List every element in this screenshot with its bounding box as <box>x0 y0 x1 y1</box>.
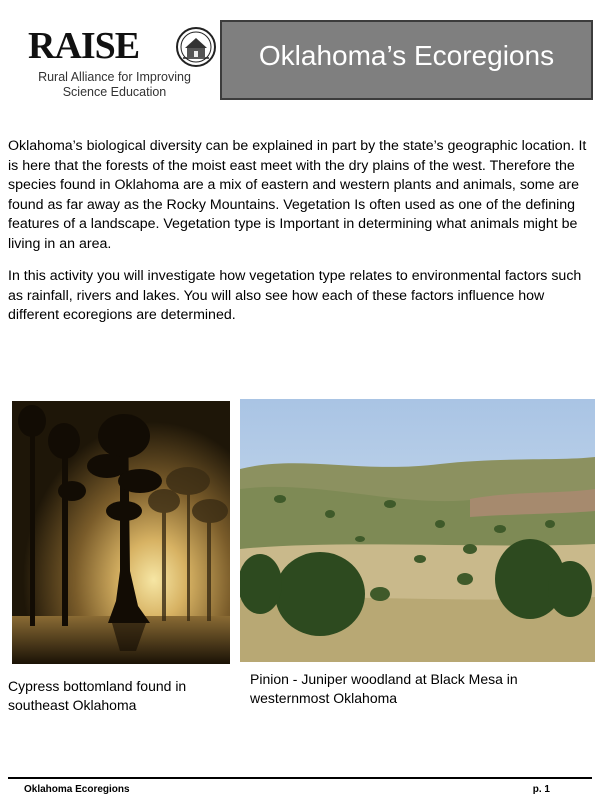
logo-wordmark: RAISE <box>28 25 140 67</box>
cypress-photo-caption: Cypress bottomland found in southeast Oklahoma <box>8 678 187 713</box>
footer-document-title: Oklahoma Ecoregions <box>24 784 130 795</box>
intro-paragraph-1: Oklahoma’s biological diversity can be explained in part by the state’s geographic location. It is here that the forests of the moist east meet with the dry plains of the west. Therefore the species found in Oklahoma are a mix of eastern and western plants and animals, some are found as far away as the Rocky Mountains. Vegetation Is often used as one of the defining features of a landscape. Vegetation type is Important in determining what animals might be living in an area. <box>8 138 587 252</box>
page-title: Oklahoma’s Ecoregions <box>258 40 555 71</box>
title-banner <box>220 20 593 100</box>
intro-paragraph-2: In this activity you will investigate how vegetation type relates to environmental factors such as rainfall, rivers and lakes. You will also see how each of these factors influence how different ecoregions are determined. <box>8 268 582 324</box>
logo-subtitle <box>22 70 207 100</box>
cypress-bottomland-photo <box>12 401 230 664</box>
cabin-seal-icon <box>175 26 217 68</box>
raise-logo <box>22 22 207 102</box>
footer-rule <box>8 777 592 779</box>
juniper-woodland-photo <box>240 399 595 662</box>
juniper-photo-caption: Pinion - Juniper woodland at Black Mesa in westernmost Oklahoma <box>250 671 518 706</box>
logo-subtitle-line2: Science Education <box>62 85 167 99</box>
logo-subtitle-line1: Rural Alliance for Improving <box>38 70 191 84</box>
page-number: p. 1 <box>532 784 550 795</box>
